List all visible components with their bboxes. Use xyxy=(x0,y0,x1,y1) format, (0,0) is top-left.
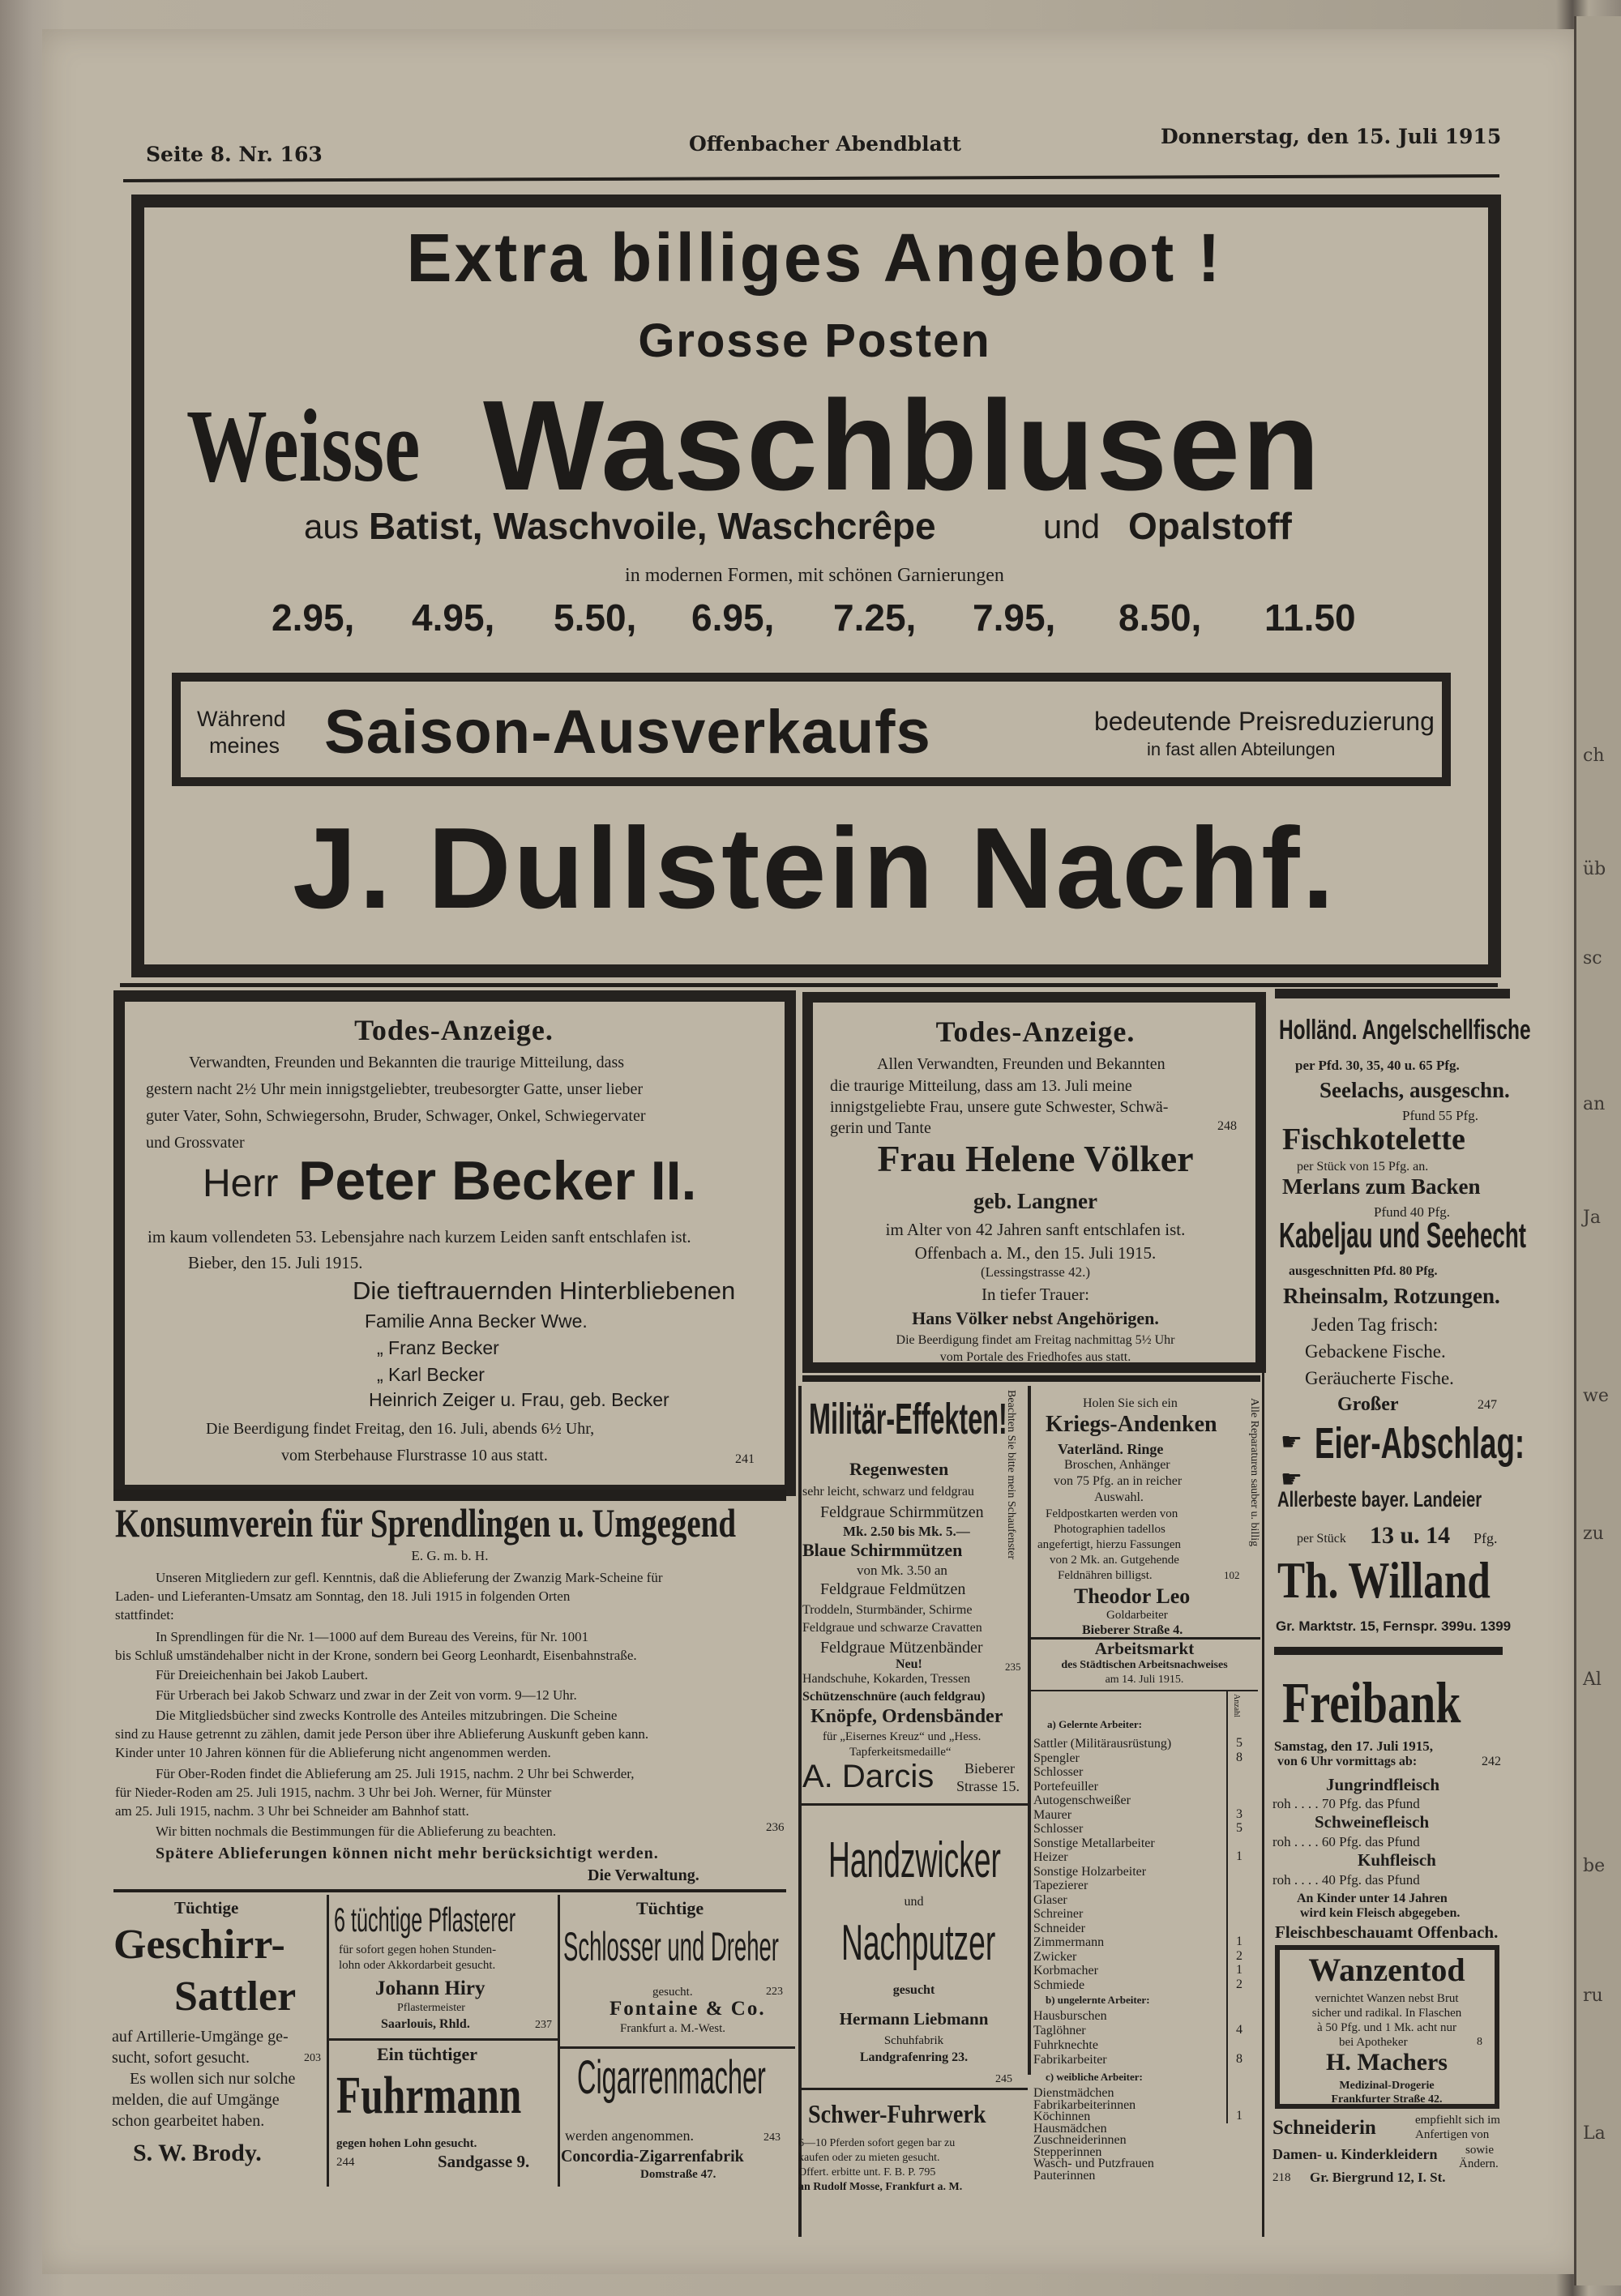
arbeit-job: Schreiner xyxy=(1033,1907,1084,1921)
geschirr-title: Geschirr- xyxy=(113,1922,285,1968)
column-rule xyxy=(798,1386,802,2237)
arbeit-job: Hausburschen xyxy=(1033,2009,1107,2023)
fish-line: Geräucherte Fische. xyxy=(1305,1368,1454,1388)
fuhrmann-text: gegen hohen Lohn gesucht. xyxy=(336,2137,477,2150)
schneiderin-title: Schneiderin xyxy=(1272,2117,1376,2139)
freibank-date: von 6 Uhr vormittags ab: xyxy=(1277,1755,1418,1768)
handzwicker-text: gesucht xyxy=(892,1983,935,1997)
fish-firm: Th. Willand xyxy=(1277,1551,1491,1609)
konsum-sub: E. G. m. b. H. xyxy=(411,1548,489,1563)
arbeit-job: Taglöhner xyxy=(1033,2024,1086,2037)
ad-materials-last: Opalstoff xyxy=(1128,505,1292,547)
militaer-item: Feldgraue und schwarze Cravatten xyxy=(802,1621,982,1635)
becker-text-2: gestern nacht 2½ Uhr mein innigstgeliebter, treubesorgter Gatte, unser lieber xyxy=(146,1080,644,1098)
ad-code: 241 xyxy=(735,1452,755,1466)
wanzentod-firm: Medizinal-Drogerie xyxy=(1339,2080,1435,2092)
militaer-item: Neu! xyxy=(896,1657,922,1671)
section-rule xyxy=(801,2088,1028,2090)
arbeit-section: b) ungelernte Arbeiter: xyxy=(1046,1994,1150,2006)
fish-top-border xyxy=(1275,989,1510,998)
militaer-item: Regenwesten xyxy=(849,1459,949,1479)
wanzentod-text: à 50 Pfg. und 1 Mk. acht nur xyxy=(1316,2021,1457,2034)
arbeit-job: Glaser xyxy=(1033,1892,1067,1907)
becker-mourner: Heinrich Zeiger u. Frau, geb. Becker xyxy=(369,1389,669,1410)
konsum-line: Für Ober-Roden findet die Ablieferung am 25. Juli 1915, nachm. 2 Uhr bei Schwerder, xyxy=(156,1766,635,1781)
arbeit-count: 2 xyxy=(1236,1977,1242,1991)
kriegs-text: Broschen, Anhänger xyxy=(1064,1458,1170,1472)
freibank-price: roh . . . . 70 Pfg. das Pfund xyxy=(1272,1796,1420,1811)
arbeit-job: Dienstmädchen xyxy=(1033,2086,1114,2100)
voelker-funeral: Die Beerdigung findet am Freitag nachmittag 5½ Uhr xyxy=(896,1333,1175,1347)
price-tag: 4.95, xyxy=(412,596,495,639)
schneiderin-text: sowie xyxy=(1465,2144,1494,2157)
freibank-note: wird kein Fleisch abgegeben. xyxy=(1300,1906,1461,1920)
wanzentod-text: vernichtet Wanzen nebst Brut xyxy=(1315,1992,1459,2005)
schlosser-pre: Tüchtige xyxy=(636,1898,704,1918)
freibank-title: Freibank xyxy=(1282,1670,1461,1735)
konsum-line: sind zu Hause getrennt zu zählen, damit jede Person über ihre Ablieferung Auskunft geben kann. xyxy=(115,1726,649,1742)
geschirr-title: Sattler xyxy=(174,1973,297,2020)
price-tag: 5.50, xyxy=(554,596,637,639)
edge-text: Ja xyxy=(1583,1208,1601,1228)
konsum-line: Laden- und Lieferanten-Umsatz am Sonntag, den 18. Juli 1915 in folgenden Orten xyxy=(115,1588,571,1604)
issue-date: Donnerstag, den 15. Juli 1915 xyxy=(1161,125,1502,148)
schneiderin-text: Anfertigen von xyxy=(1415,2128,1490,2141)
geschirr-text: melden, die auf Umgänge xyxy=(112,2091,280,2109)
ad-headline: Extra billiges Angebot ! xyxy=(406,220,1223,296)
handzwicker-firm: Schuhfabrik xyxy=(883,2034,944,2047)
arbeit-job: Schneider xyxy=(1033,1921,1085,1935)
sale-reduction-2: in fast allen Abteilungen xyxy=(1147,739,1336,759)
ad-materials-and: und xyxy=(1043,507,1101,545)
militaer-side-note: Beachten Sie bitte mein Schaufenster xyxy=(1005,1390,1017,1560)
voelker-text: innigstgeliebte Frau, unsere gute Schwester, Schwä- xyxy=(830,1098,1169,1116)
schneiderin-text: empfiehlt sich im xyxy=(1415,2114,1500,2127)
militaer-item: Feldgraue Schirmmützen xyxy=(820,1503,984,1521)
edge-text: be xyxy=(1583,1856,1606,1876)
fuhrwerk-text: Offert. erbitte unt. F. B. P. 795 xyxy=(798,2166,936,2178)
handzwicker-title: Handzwicker xyxy=(828,1832,1001,1888)
ad-code: 243 xyxy=(763,2131,781,2144)
fish-price: ausgeschnitten Pfd. 80 Pfg. xyxy=(1289,1264,1438,1278)
arbeit-section: a) Gelernte Arbeiter: xyxy=(1047,1718,1142,1730)
arbeit-count: 1 xyxy=(1236,2109,1242,2123)
arbeit-job: Tapezierer xyxy=(1033,1879,1089,1892)
ad-code: 242 xyxy=(1482,1755,1501,1768)
cigarren-firm: Concordia-Zigarrenfabrik xyxy=(561,2146,744,2166)
section-rule xyxy=(560,2046,795,2049)
militaer-item: Handschuhe, Kokarden, Tressen xyxy=(802,1672,971,1686)
ad-code: 245 xyxy=(995,2073,1012,2085)
schneiderin-address: Gr. Biergrund 12, I. St. xyxy=(1310,2170,1446,2185)
ad-code: 235 xyxy=(1005,1661,1021,1673)
konsum-line: Kinder unter 10 Jahren können für die Ablieferung nicht angenommen werden. xyxy=(115,1745,551,1760)
arbeit-count: 1 xyxy=(1236,1849,1242,1863)
ad-code: 102 xyxy=(1224,1569,1240,1581)
militaer-item: Knöpfe, Ordensbänder xyxy=(810,1706,1003,1727)
pflasterer-text: für sofort gegen hohen Stunden- xyxy=(339,1943,497,1956)
price-tag: 6.95, xyxy=(691,596,775,639)
militaer-item: Feldgraue Feldmützen xyxy=(820,1580,966,1598)
fish-line: Eier-Abschlag: xyxy=(1315,1419,1525,1468)
arbeit-job: Köchinnen xyxy=(1033,2110,1091,2123)
arbeit-job: Portefeuiller xyxy=(1033,1779,1098,1794)
kriegs-title: Kriegs-Andenken xyxy=(1046,1412,1217,1437)
militaer-firm: A. Darcis xyxy=(802,1759,935,1794)
section-rule xyxy=(329,2038,558,2041)
price-tag: 11.50 xyxy=(1264,596,1356,639)
ad-title-weisse: Weisse xyxy=(186,388,421,503)
arbeit-count: 8 xyxy=(1236,1750,1242,1764)
fish-price: per Stück von 15 Pfg. an. xyxy=(1297,1160,1429,1174)
cigarren-text: werden angenommen. xyxy=(565,2127,694,2144)
ad-code: 236 xyxy=(766,1821,785,1834)
geschirr-text: auf Artillerie-Umgänge ge- xyxy=(112,2028,289,2046)
hand-icon: ☛ xyxy=(1281,1465,1302,1494)
voelker-funeral: vom Portale des Friedhofes aus statt. xyxy=(939,1350,1131,1364)
voelker-born: geb. Langner xyxy=(973,1189,1097,1213)
arbeit-job: Schlosser xyxy=(1033,1822,1084,1836)
edge-text: an xyxy=(1583,1094,1606,1114)
handzwicker-firm: Hermann Liebmann xyxy=(839,2009,989,2029)
freibank-item: Schweinefleisch xyxy=(1315,1812,1430,1832)
konsum-line: Die Mitgliedsbücher sind zwecks Kontrolle des Anteiles mitzubringen. Die Scheine xyxy=(156,1708,618,1723)
arbeit-job: Schlosser xyxy=(1033,1765,1084,1779)
becker-mourners-title: Die tieftrauernden Hinterbliebenen xyxy=(353,1276,736,1305)
arbeit-job: Heizer xyxy=(1033,1850,1068,1864)
konsum-line: In Sprendlingen für die Nr. 1—1000 auf dem Bureau des Vereins, für Nr. 1001 xyxy=(156,1629,589,1644)
arbeit-job: Pauterinnen xyxy=(1033,2168,1096,2183)
kriegs-text: von 2 Mk. an. Gutgehende xyxy=(1050,1554,1179,1567)
ad-firm-name: J. Dullstein Nachf. xyxy=(293,804,1337,933)
militaer-firm-addr: Strasse 15. xyxy=(956,1778,1020,1794)
arbeit-job: Spengler xyxy=(1033,1751,1080,1765)
edge-text: ch xyxy=(1583,746,1605,766)
fish-price: per Stück xyxy=(1297,1532,1346,1546)
arbeit-job: Autogenschweißer xyxy=(1033,1794,1131,1807)
section-rule xyxy=(113,1889,786,1892)
becker-mourner: „ Karl Becker xyxy=(377,1364,485,1385)
kriegs-text: angefertigt, hierzu Fassungen xyxy=(1037,1538,1182,1551)
edge-text: we xyxy=(1583,1386,1609,1406)
kriegs-text: Feldnähren billigst. xyxy=(1058,1569,1153,1582)
arbeit-job: Sonstige Holzarbeiter xyxy=(1033,1864,1147,1879)
arbeit-job: Fabrikarbeiterinnen xyxy=(1033,2097,1136,2112)
konsum-line: stattfindet: xyxy=(115,1607,174,1623)
arbeit-job: Hausmädchen xyxy=(1033,2121,1107,2136)
arbeit-job: Stepperinnen xyxy=(1033,2144,1102,2159)
handzwicker-text: und xyxy=(904,1895,924,1909)
konsum-signature: Die Verwaltung. xyxy=(588,1866,699,1884)
edge-text: Al xyxy=(1583,1670,1602,1690)
geschirr-text: schon gearbeitet haben. xyxy=(112,2112,265,2130)
next-page-edge xyxy=(1574,16,1621,2285)
arbeit-count: 1 xyxy=(1236,1963,1242,1977)
konsum-line: für Nieder-Roden am 25. Juli 1915, nachm. 3 Uhr bei Joh. Werner, für Münster xyxy=(115,1785,552,1800)
konsum-line: Für Urberach bei Jakob Schwarz und zwar in der Zeit von vorm. 9—12 Uhr. xyxy=(156,1687,577,1703)
militaer-item: sehr leicht, schwarz und feldgrau xyxy=(802,1485,974,1499)
arbeit-job: Fabrikarbeiter xyxy=(1033,2053,1107,2067)
fish-line: Fischkotelette xyxy=(1282,1122,1465,1157)
section-rule xyxy=(1274,1647,1503,1655)
militaer-item: Schützenschnüre (auch feldgrau) xyxy=(802,1690,986,1704)
konsum-line: bis Schluß umständehalber nicht in der Krone, sondern bei Georg Leonhardt, Eisenbahnstraße. xyxy=(115,1648,637,1663)
fish-price: Pfund 40 Pfg. xyxy=(1374,1204,1450,1220)
fuhrwerk-text: 6—10 Pferden sofort gegen bar zu xyxy=(798,2137,956,2149)
cigarren-title: Cigarrenmacher xyxy=(577,2051,766,2104)
column-rule xyxy=(327,1895,329,2187)
fish-line: Großer xyxy=(1337,1394,1399,1415)
freibank-date: Samstag, den 17. Juli 1915, xyxy=(1274,1738,1433,1754)
handzwicker-firm: Landgrafenring 23. xyxy=(859,2050,969,2064)
konsum-title: Konsumverein für Sprendlingen u. Umgegend xyxy=(115,1500,737,1546)
fuhrwerk-text: kaufen oder zu mieten gesucht. xyxy=(798,2152,940,2164)
ad-code: 8 xyxy=(1477,2036,1482,2048)
edge-text: La xyxy=(1583,2123,1606,2144)
kriegs-text: Holen Sie sich ein xyxy=(1083,1396,1178,1410)
arbeit-job: Sonstige Metallarbeiter xyxy=(1033,1836,1155,1850)
arbeit-job: Korbmacher xyxy=(1033,1964,1098,1977)
fish-line: Rheinsalm, Rotzungen. xyxy=(1283,1284,1500,1308)
ad-code: 203 xyxy=(304,2052,321,2064)
hand-icon: ☛ xyxy=(1281,1428,1302,1456)
geschirr-text: sucht, sofort gesucht. xyxy=(112,2049,250,2067)
ad-code: 247 xyxy=(1478,1398,1497,1412)
kriegs-firm: Bieberer Straße 4. xyxy=(1082,1623,1183,1637)
arbeit-count: 5 xyxy=(1236,1821,1242,1835)
geschirr-firm: S. W. Brody. xyxy=(133,2140,262,2166)
fish-price: Pfg. xyxy=(1473,1530,1498,1546)
voelker-name: Frau Helene Völker xyxy=(877,1138,1194,1179)
kriegs-firm: Theodor Leo xyxy=(1074,1584,1191,1608)
kriegs-side-note: Alle Reparaturen sauber u. billig xyxy=(1248,1398,1260,1547)
freibank-note: Fleischbeschauamt Offenbach. xyxy=(1275,1922,1499,1942)
ad-materials-prefix: aus xyxy=(304,507,359,545)
handzwicker-title: Nachputzer xyxy=(841,1915,996,1971)
fish-line: Seelachs, ausgeschn. xyxy=(1319,1078,1510,1102)
fuhrwerk-text: an Rudolf Mosse, Frankfurt a. M. xyxy=(798,2181,963,2193)
freibank-price: roh . . . . 60 Pfg. das Pfund xyxy=(1272,1834,1420,1849)
voelker-text: Allen Verwandten, Freunden und Bekannten xyxy=(877,1055,1165,1073)
cigarren-firm: Domstraße 47. xyxy=(640,2168,716,2181)
fish-line: Merlans zum Backen xyxy=(1282,1174,1481,1199)
becker-text-1: Verwandten, Freunden und Bekannten die traurige Mitteilung, dass xyxy=(189,1054,625,1071)
arbeit-job: Schmiede xyxy=(1033,1977,1085,1992)
konsum-line: Unseren Mitgliedern zur gefl. Kenntnis, daß die Ablieferung der Zwanzig Mark-Scheine für xyxy=(156,1570,663,1585)
fish-line: Kabeljau und Seehecht xyxy=(1279,1216,1526,1255)
militaer-item: Mk. 2.50 bis Mk. 5.— xyxy=(843,1524,970,1539)
wanzentod-text: bei Apotheker xyxy=(1339,2036,1408,2049)
edge-text: zu xyxy=(1583,1524,1604,1544)
sale-during-2: meines xyxy=(209,733,280,758)
ad-title-waschblusen: Waschblusen xyxy=(483,374,1322,517)
kriegs-text: Photographien tadellos xyxy=(1054,1523,1165,1536)
voelker-title: Todes-Anzeige. xyxy=(935,1015,1136,1048)
voelker-mourn: In tiefer Trauer: xyxy=(982,1285,1089,1304)
fish-address: Gr. Marktstr. 15, Fernspr. 399u. 1399 xyxy=(1276,1618,1512,1634)
fish-line: Gebackene Fische. xyxy=(1305,1341,1446,1362)
pflasterer-firm: Johann Hiry xyxy=(375,1977,485,1999)
wanzentod-firm: Frankfurter Straße 42. xyxy=(1331,2093,1443,2106)
price-tag: 8.50, xyxy=(1118,596,1202,639)
column-rule xyxy=(1262,1005,1264,2237)
militaer-item: von Mk. 3.50 an xyxy=(857,1563,947,1578)
fuhrmann-pre: Ein tüchtiger xyxy=(377,2044,478,2064)
becker-age: im kaum vollendeten 53. Lebensjahre nach kurzem Leiden sanft entschlafen ist. xyxy=(148,1227,691,1246)
sale-title: Saison-Ausverkaufs xyxy=(324,698,931,767)
edge-text: ru xyxy=(1583,1986,1603,2006)
fish-price: 13 u. 14 xyxy=(1370,1522,1451,1549)
fish-price: per Pfd. 30, 35, 40 u. 65 Pfg. xyxy=(1295,1058,1460,1073)
arbeit-job: Zuschneiderinnen xyxy=(1033,2133,1127,2147)
edge-text: sc xyxy=(1583,948,1602,968)
table-rule xyxy=(1031,1690,1258,1691)
schneiderin-text: Ändern. xyxy=(1459,2157,1499,2170)
arbeit-count: 4 xyxy=(1236,2023,1242,2037)
pflasterer-firm: Saarlouis, Rhld. xyxy=(381,2017,470,2031)
becker-title: Todes-Anzeige. xyxy=(354,1014,554,1046)
becker-funeral-1: Die Beerdigung findet Freitag, den 16. Juli, abends 6½ Uhr, xyxy=(206,1420,595,1438)
fish-line: Allerbeste bayer. Landeier xyxy=(1277,1487,1482,1511)
page-number: Seite 8. Nr. 163 xyxy=(146,143,323,166)
freibank-item: Kuhfleisch xyxy=(1358,1850,1436,1870)
fish-line: Jeden Tag frisch: xyxy=(1311,1315,1439,1335)
becker-text-4: und Grossvater xyxy=(146,1134,245,1152)
fuhrmann-title: Fuhrmann xyxy=(336,2066,522,2125)
voelker-text: gerin und Tante xyxy=(830,1119,931,1137)
militaer-item: für „Eisernes Kreuz“ und „Hess. xyxy=(823,1730,982,1743)
becker-funeral-2: vom Sterbehause Flurstrasse 10 aus statt. xyxy=(281,1447,548,1464)
sale-during-1: Während xyxy=(197,707,286,731)
schlosser-firm: Frankfurt a. M.-West. xyxy=(620,2022,726,2035)
becker-herr: Herr xyxy=(203,1162,279,1205)
militaer-firm-addr: Bieberer xyxy=(964,1760,1015,1777)
becker-name: Peter Becker II. xyxy=(298,1150,697,1212)
militaer-item: Tapferkeitsmedaille“ xyxy=(849,1746,952,1759)
wanzentod-firm: H. Machers xyxy=(1326,2049,1448,2076)
geschirr-pre: Tüchtige xyxy=(174,1898,239,1918)
arbeit-date: am 14. Juli 1915. xyxy=(1105,1674,1184,1686)
sale-reduction-1: bedeutende Preisreduzierung xyxy=(1094,707,1435,736)
militaer-item: Troddeln, Sturmbänder, Schirme xyxy=(802,1603,973,1617)
fish-price: Pfund 55 Pfg. xyxy=(1402,1108,1478,1123)
arbeit-section: c) weibliche Arbeiter: xyxy=(1046,2071,1143,2083)
voelker-age: im Alter von 42 Jahren sanft entschlafen ist. xyxy=(885,1220,1186,1239)
kriegs-text: Feldpostkarten werden von xyxy=(1046,1507,1178,1520)
pflasterer-title: 6 tüchtige Pflasterer xyxy=(334,1901,516,1939)
ad-forms: in modernen Formen, mit schönen Garnierungen xyxy=(625,565,1004,586)
kriegs-firm: Goldarbeiter xyxy=(1106,1609,1168,1622)
becker-mourner: Familie Anna Becker Wwe. xyxy=(365,1310,588,1332)
section-rule xyxy=(801,1803,1028,1806)
price-tag: 7.25, xyxy=(833,596,917,639)
arbeit-job: Maurer xyxy=(1033,1807,1072,1822)
ad-code: 248 xyxy=(1217,1119,1237,1133)
kriegs-text: Vaterländ. Ringe xyxy=(1058,1441,1164,1457)
fuhrwerk-title: Schwer-Fuhrwerk xyxy=(808,2099,986,2128)
arbeit-job: Zimmermann xyxy=(1033,1935,1105,1949)
militaer-title: Militär-Effekten! xyxy=(809,1395,1007,1443)
konsum-line: am 25. Juli 1915, nachm. 3 Uhr bei Schneider am Bahnhof statt. xyxy=(115,1803,469,1819)
fuhrmann-address: Sandgasse 9. xyxy=(438,2152,530,2171)
ad-code: 223 xyxy=(766,1986,783,1998)
column-rule xyxy=(558,1895,560,2187)
ad-subheadline: Grosse Posten xyxy=(638,314,991,367)
becker-text-3: guter Vater, Sohn, Schwiegersohn, Bruder, Schwager, Onkel, Schwiegervater xyxy=(146,1107,646,1125)
arbeit-sub: des Städtischen Arbeitsnachweises xyxy=(1061,1659,1228,1671)
arbeit-count: 1 xyxy=(1236,1935,1242,1948)
arbeit-col-header: Anzahl xyxy=(1232,1694,1241,1717)
edge-text: üb xyxy=(1583,859,1606,879)
schlosser-firm: Fontaine & Co. xyxy=(609,1998,766,2020)
arbeit-title: Arbeitsmarkt xyxy=(1094,1639,1195,1658)
konsum-line: Spätere Ablieferungen können nicht mehr berücksichtigt werden. xyxy=(156,1845,659,1862)
freibank-item: Jungrindfleisch xyxy=(1326,1775,1440,1794)
ad-materials: Batist, Waschvoile, Waschcrêpe xyxy=(369,505,936,547)
kriegs-text: Auswahl. xyxy=(1094,1490,1144,1504)
table-rule xyxy=(1226,1691,1228,2123)
voelker-text: die traurige Mitteilung, dass am 13. Juli meine xyxy=(830,1077,1132,1095)
geschirr-text: Es wollen sich nur solche xyxy=(130,2070,296,2088)
price-tag: 7.95, xyxy=(973,596,1056,639)
freibank-price: roh . . . . 40 Pfg. das Pfund xyxy=(1272,1872,1420,1888)
section-rule xyxy=(120,983,1498,987)
becker-mourner: „ Franz Becker xyxy=(377,1337,499,1358)
column-rule xyxy=(1028,1386,1031,2075)
konsum-line: Wir bitten nochmals die Bestimmungen für die Ablieferung zu beachten. xyxy=(156,1824,557,1839)
wanzentod-text: sicher und radikal. In Flaschen xyxy=(1311,2007,1462,2020)
ad-code: 218 xyxy=(1272,2171,1291,2184)
newspaper-title: Offenbacher Abendblatt xyxy=(689,132,961,156)
arbeit-count: 5 xyxy=(1236,1736,1242,1750)
section-rule xyxy=(802,1375,1260,1382)
voelker-place: Offenbach a. M., den 15. Juli 1915. xyxy=(914,1243,1157,1263)
arbeit-job: Sattler (Militärausrüstung) xyxy=(1033,1737,1172,1751)
arbeit-job: Fuhrknechte xyxy=(1033,2038,1098,2052)
ad-code: 244 xyxy=(336,2156,355,2169)
militaer-item: Blaue Schirmmützen xyxy=(802,1540,963,1560)
wanzentod-title: Wanzentod xyxy=(1308,1952,1465,1988)
voelker-street: (Lessingstrasse 42.) xyxy=(980,1264,1091,1280)
schlosser-title: Schlosser und Dreher xyxy=(563,1924,779,1969)
arbeit-job: Wasch- und Putzfrauen xyxy=(1033,2157,1154,2170)
ad-code: 237 xyxy=(535,2019,552,2031)
schlosser-text: gesucht. xyxy=(652,1986,693,1999)
freibank-note: An Kinder unter 14 Jahren xyxy=(1297,1892,1448,1905)
pflasterer-text: lohn oder Akkordarbeit gesucht. xyxy=(339,1959,496,1972)
price-tag: 2.95, xyxy=(272,596,355,639)
konsum-line: Für Dreieichenhain bei Jakob Laubert. xyxy=(156,1667,368,1682)
voelker-mourner: Hans Völker nebst Angehörigen. xyxy=(912,1308,1159,1328)
arbeit-count: 3 xyxy=(1236,1806,1242,1821)
becker-place: Bieber, den 15. Juli 1915. xyxy=(188,1253,363,1272)
fish-line: Holländ. Angelschellfische xyxy=(1279,1015,1531,1045)
arbeit-count: 2 xyxy=(1236,1948,1242,1963)
schneiderin-text: Damen- u. Kinderkleidern xyxy=(1272,2146,1438,2162)
kriegs-text: von 75 Pfg. an in reicher xyxy=(1054,1474,1183,1488)
militaer-item: Feldgraue Mützenbänder xyxy=(820,1639,983,1657)
arbeit-job: Zwicker xyxy=(1033,1949,1077,1964)
pflasterer-firm: Pflastermeister xyxy=(397,2002,465,2014)
arbeit-count: 8 xyxy=(1236,2052,1242,2066)
